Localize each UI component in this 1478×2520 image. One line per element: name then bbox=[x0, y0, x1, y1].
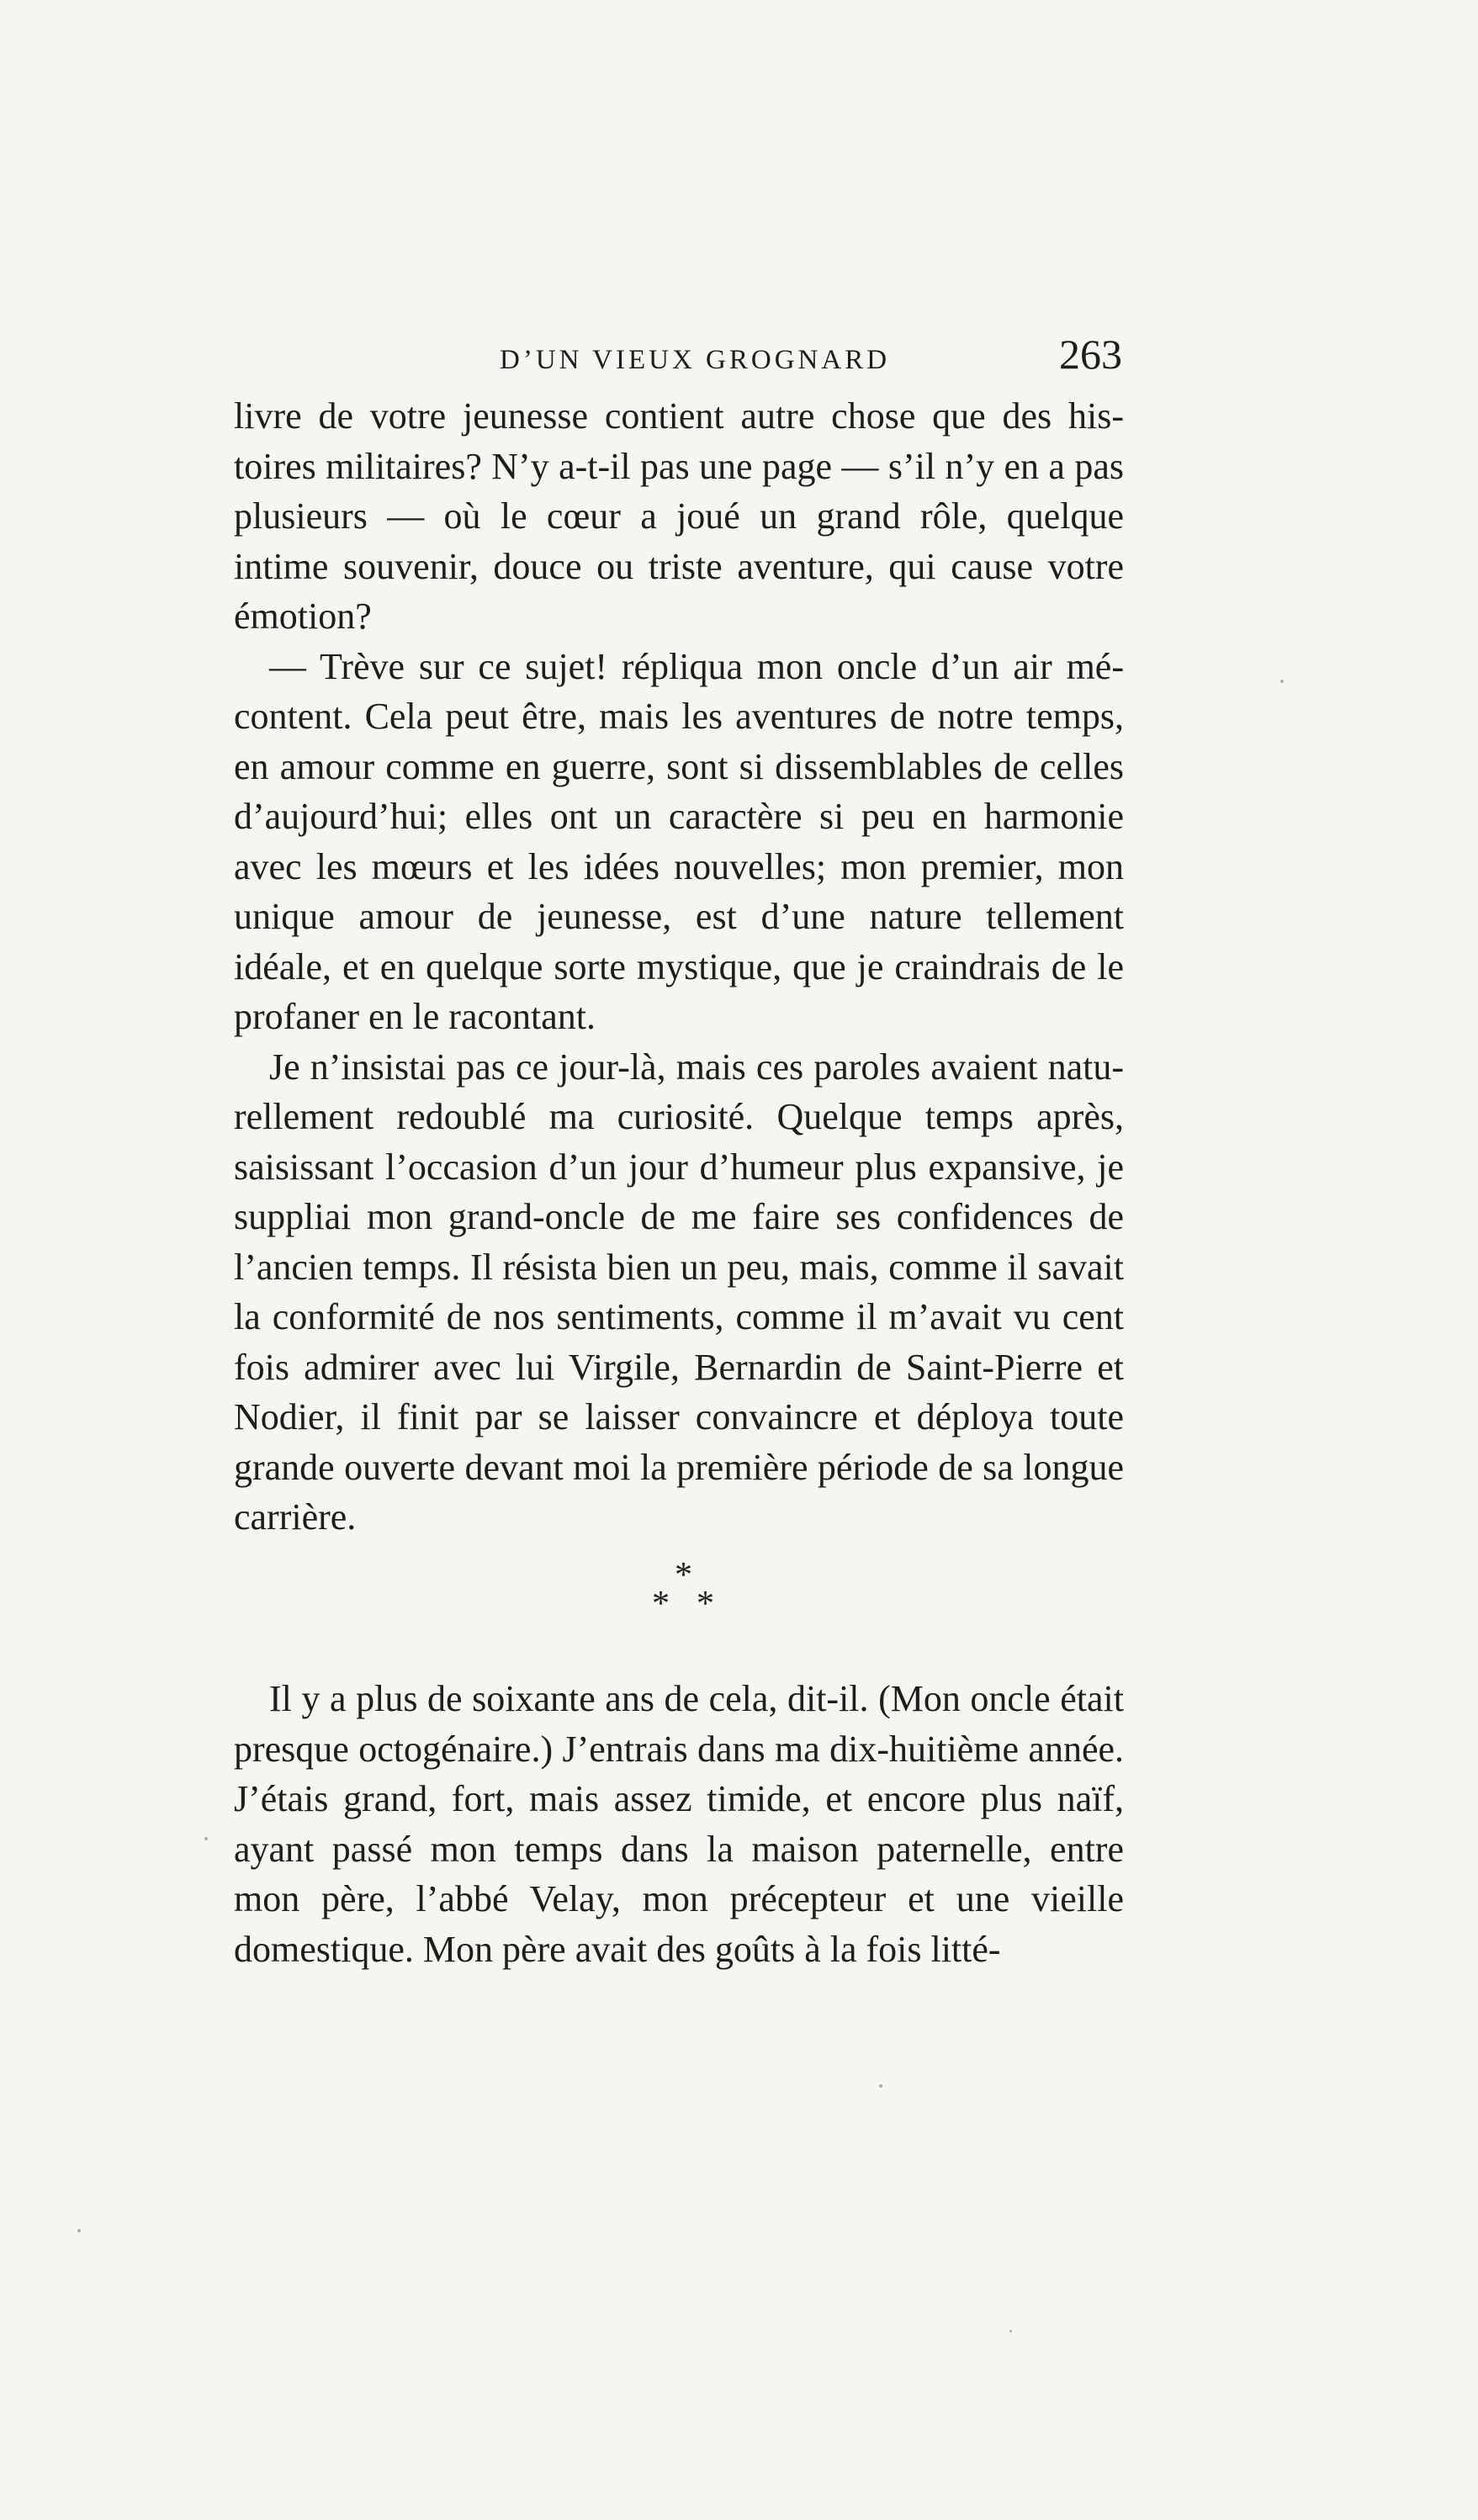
page-number: 263 bbox=[1059, 331, 1122, 378]
continued-text bbox=[234, 1674, 1124, 1974]
paragraph-2: — Trève sur ce sujet! répliqua mon oncle d’un air mécontent. Cela peut être, mais les aventures de notre temps, en amour comme en guerre, sont si dissemblables de celles d’aujourd’hui; elles ont un caractère si peu en harmonie avec les mœurs et les idées nouvelles; mon premier, mon unique amour de jeunesse, est d’une nature tellement idéale, et en quelque sorte mystique, que je craindrais de le profaner en le racontant. bbox=[234, 645, 1124, 1037]
scan-speck bbox=[1280, 680, 1284, 683]
asterism-star-left: * bbox=[652, 1585, 670, 1623]
asterism-star-top: * bbox=[675, 1556, 692, 1595]
scan-speck bbox=[204, 1837, 208, 1840]
running-title: D’UN VIEUX GROGNARD bbox=[500, 345, 891, 375]
section-asterism bbox=[622, 1558, 740, 1633]
scan-speck bbox=[879, 2084, 882, 2088]
paragraph-1: livre de votre jeunesse contient autre chose que des histoires militaires? N’y a-t-il pas une page — s’il n’y en a pas plusieurs — où le cœur a joué un grand rôle, quelque intime souvenir, douce ou triste aventure, qui cause votre émotion? bbox=[234, 395, 1124, 637]
paragraph-3: Je n’insistai pas ce jour-là, mais ces paroles avaient naturellement redoublé ma curiosité. Quelque temps après, saisissant l’occasion d’un jour d’humeur plus expansive, je suppliai mon grand-oncle de me faire ses confidences de l’ancien temps. Il résista bien un peu, mais, comme il savait la conformité de nos sentiments, comme il m’avait vu cent fois admirer avec lui Virgile, Bernardin de Saint-Pierre et Nodier, il finit par se laisser convaincre et déploya toute grande ouverte devant moi la première période de sa longue carrière. bbox=[234, 1046, 1124, 1538]
paragraph-4: Il y a plus de soixante ans de cela, dit-il. (Mon oncle était presque octogénaire.) J’entrais dans ma dix-huitième année. J’étais grand, fort, mais assez timide, et encore plus naïf, ayant passé mon temps dans la maison paternelle, entre mon père, l’abbé Velay, mon précepteur et une vieille domestique. Mon père avait des goûts à la fois litté- bbox=[234, 1678, 1124, 1970]
scan-speck bbox=[1009, 2330, 1012, 2332]
page-header bbox=[234, 330, 1124, 389]
asterism-star-right: * bbox=[697, 1585, 714, 1623]
scan-speck bbox=[77, 2229, 81, 2232]
main-text bbox=[234, 391, 1124, 1543]
